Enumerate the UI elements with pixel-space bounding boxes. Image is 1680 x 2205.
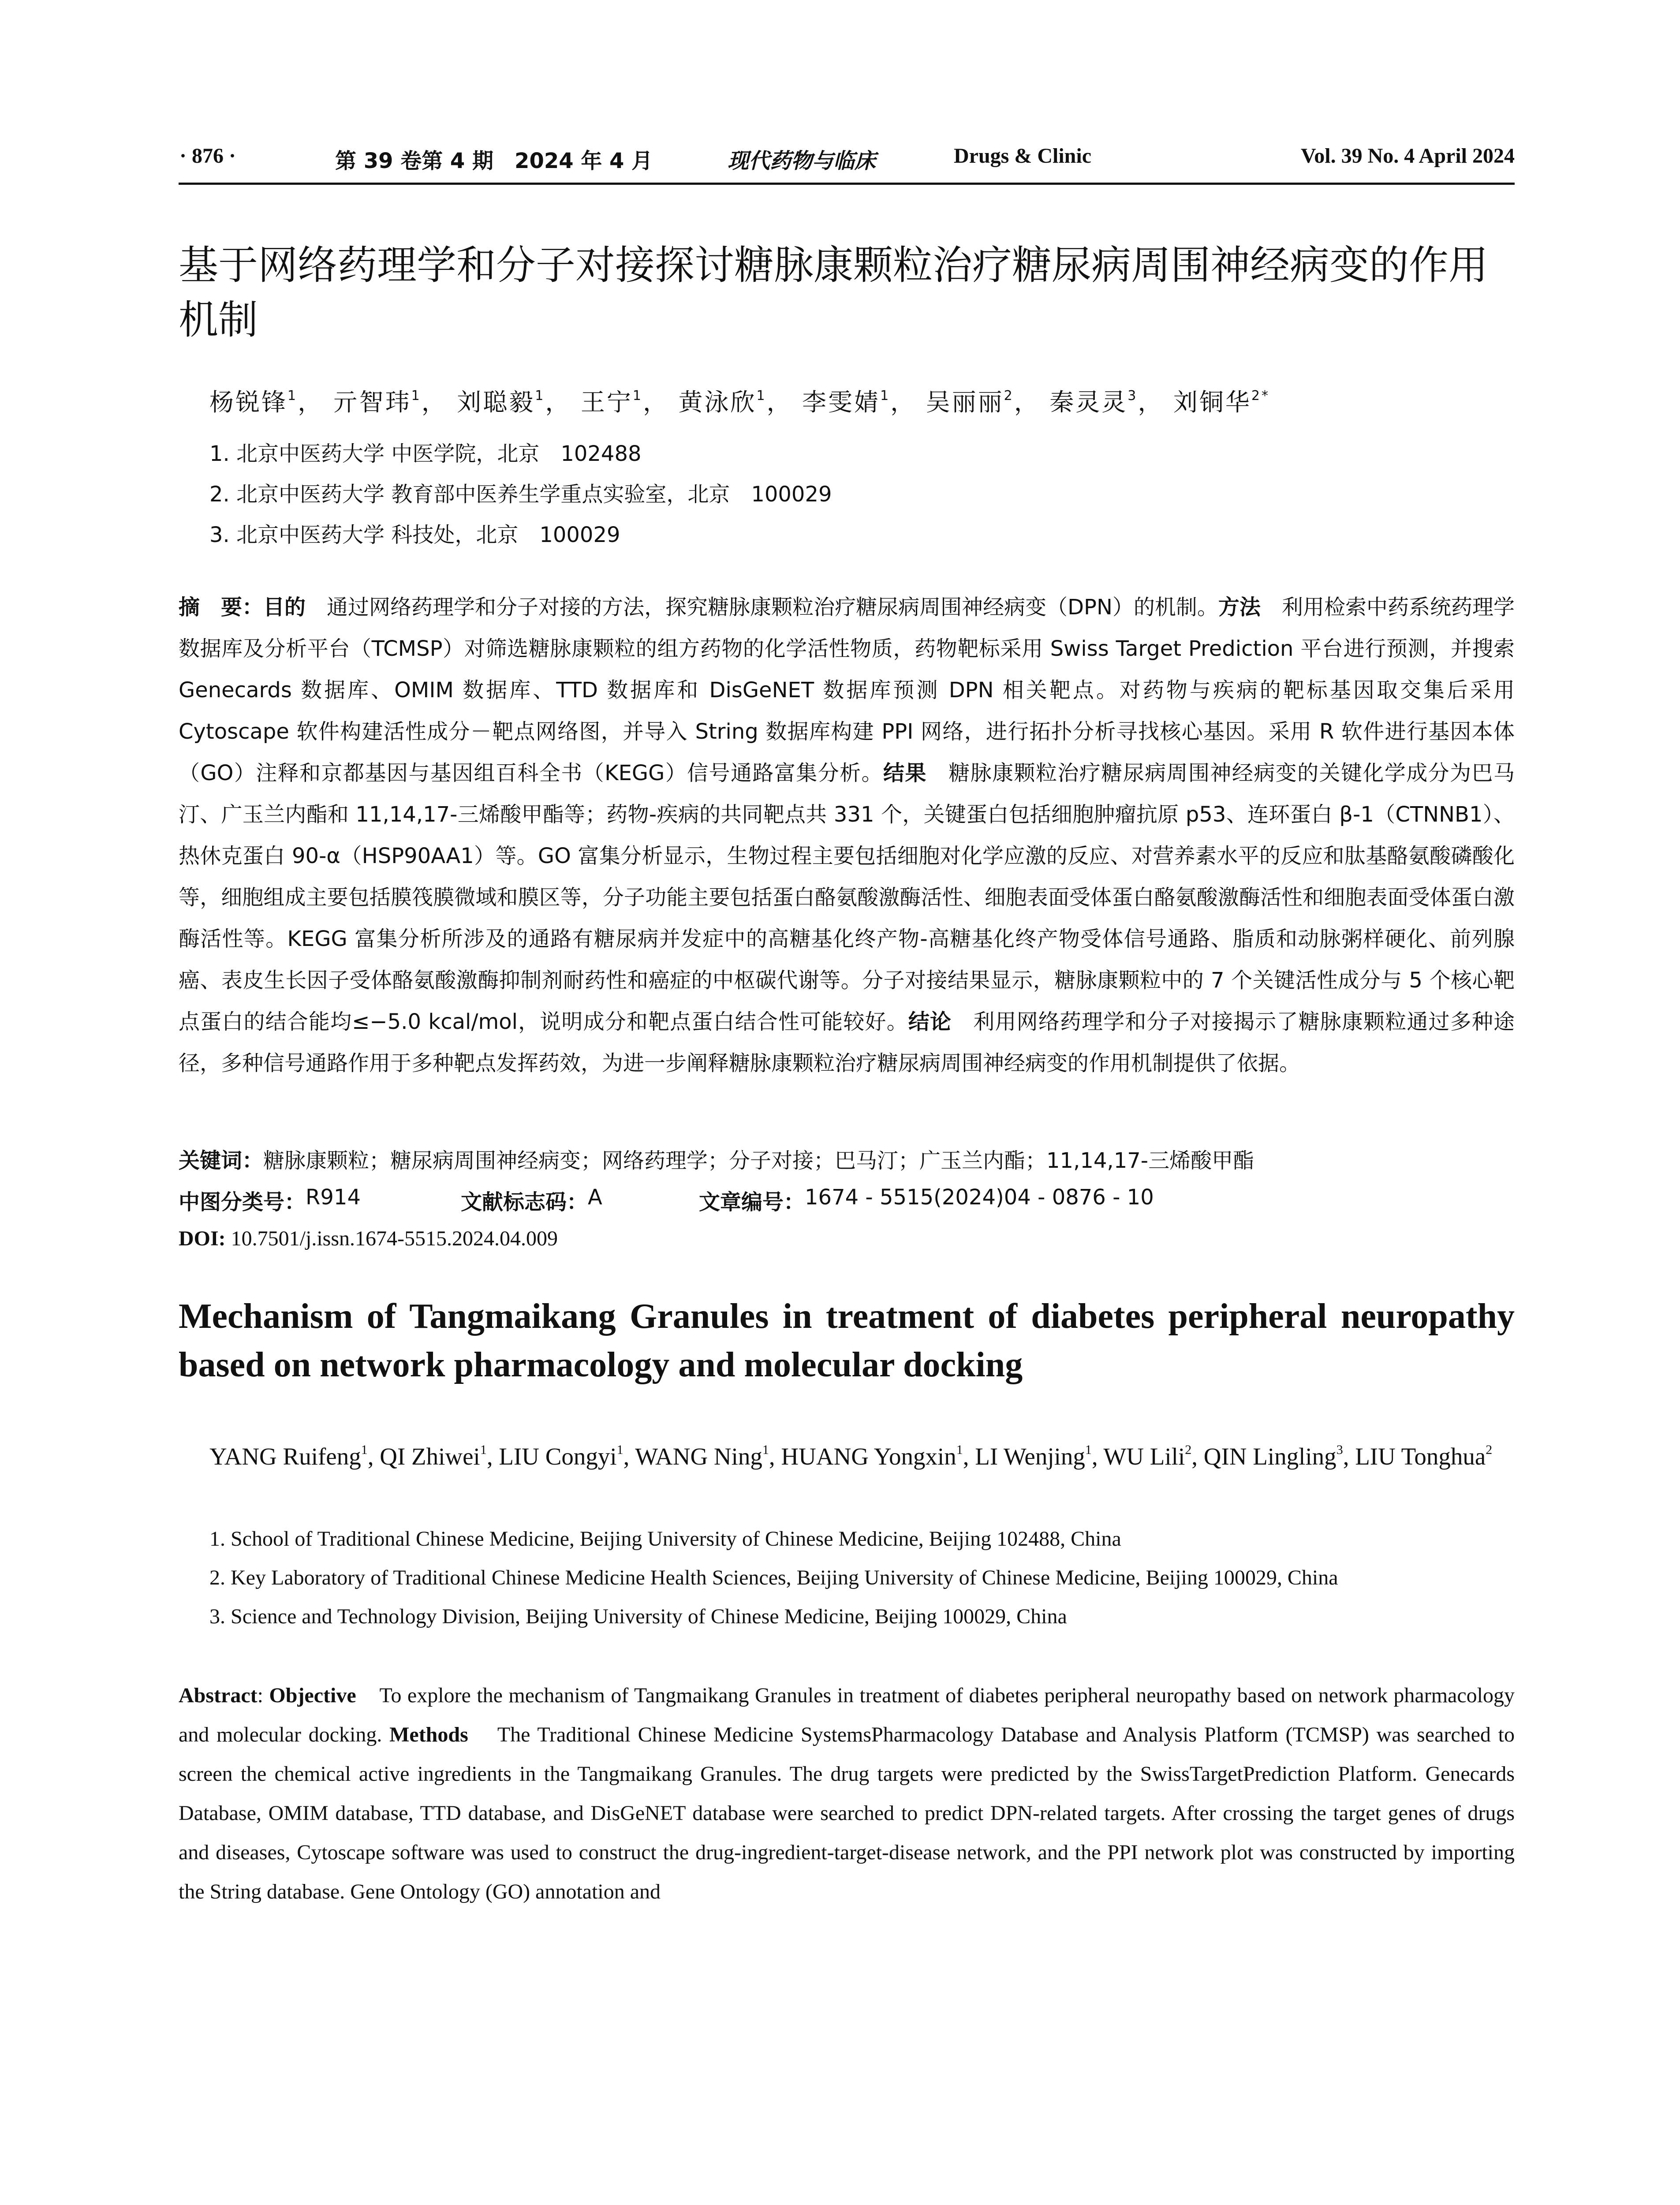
results-cn: 糖脉康颗粒治疗糖尿病周围神经病变的关键化学成分为巴马汀、广玉兰内酯和 11,14,17-三烯酸甲酯等；药物-疾病的共同靶点共 331 个，关键蛋白包括细胞肿瘤抗原 p53、连环蛋白 β-1（CTNNB1）、热休克蛋白 90-α（HSP90AA1）等。GO 富集分析显示，生物过程主要包括细胞对化学应激的反应、对营养素水平的反应和肽基酪氨酸磷酸化等，细胞组成主要包括膜筏膜微域和膜区等，分子功能主要包括蛋白酪氨酸激酶活性、细胞表面受体蛋白酪氨酸激酶活性和细胞表面受体蛋白激酶活性等。KEGG 富集分析所涉及的通路有糖尿病并发症中的高糖基化终产物-高糖基化终产物受体信号通路、脂质和动脉粥样硬化、前列腺癌、表皮生长因子受体酪氨酸激酶抑制剂耐药性和癌症的中枢碳代谢等。分子对接结果显示，糖脉康颗粒中的 7 个关键活性成分与 5 个核心靶点蛋白的结合能均≤−5.0 kcal/mol，说明成分和靶点蛋白结合性可能较好。 (179, 761, 1515, 1034)
author-cn: 吴丽丽$^2$， (926, 388, 1040, 416)
authors-cn (209, 383, 1270, 418)
methods-cn: 利用检索中药系统药理学数据库及分析平台（TCMSP）对筛选糖脉康颗粒的组方药物的化学活性物质，药物靶标采用 Swiss Target Prediction 平台进行预测，并搜索 Genecards 数据库、OMIM 数据库、TTD 数据库和 DisGeNET 数据库预测 DPN 相关靶点。对药物与疾病的靶标基因取交集后采用 Cytoscape 软件构建活性成分－靶点网络图，并导入 String 数据库构建 PPI 网络，进行拓扑分析寻找核心基因。采用 R 软件进行基因本体（GO）注释和京都基因与基因组百科全书（KEGG）信号通路富集分析。 (179, 595, 1515, 785)
title-en: Mechanism of Tangmaikang Granules in treatment of diabetes peripheral neuropathy based on network pharmacology and molecular docking (179, 1297, 1515, 1384)
methods-label-cn: 方法 (1218, 595, 1261, 620)
objective-label-cn: 目的 (263, 595, 306, 620)
abstract-label-cn: 摘 要： (179, 595, 264, 620)
affiliation-cn-1: 1. 北京中医药大学 中医学院，北京 102488 (209, 441, 642, 466)
conclusion-cn: 利用网络药理学和分子对接揭示了糖脉康颗粒通过多种途径，多种信号通路作用于多种靶点发挥药效，为进一步阐释糖脉康颗粒治疗糖尿病周围神经病变的作用机制提供了依据。 (179, 1009, 1515, 1076)
author-cn: 亓智玮$^1$， (333, 388, 448, 416)
author-cn: 黄泳欣$^1$， (678, 388, 793, 416)
author-cn: 王宁$^1$， (580, 388, 669, 416)
keywords-label-cn: 关键词： (179, 1148, 264, 1173)
affiliation-en-2: 2. Key Laboratory of Traditional Chinese Medicine Health Sciences, Beijing University of Chinese Medicine, Beijing 100029, China (209, 1566, 1338, 1589)
journal-name-en: Drugs & Clinic (954, 144, 1091, 168)
conclusion-label-cn: 结论 (908, 1009, 952, 1034)
objective-label-en: Objective (269, 1684, 356, 1707)
results-label-cn: 结果 (883, 761, 927, 785)
keywords-text-cn: 糖脉康颗粒；糖尿病周围神经病变；网络药理学；分子对接；巴马汀；广玉兰内酯；11,14,17-三烯酸甲酯 (263, 1148, 1254, 1173)
abstract-en: Abstract: Objective To explore the mechanism of Tangmaikang Granules in treatment of diabetes peripheral neuropathy based on network pharmacology and molecular docking. Methods The Traditional Chinese Medicine SystemsPharmacology Database and Analysis Platform (TCMSP) was searched to screen the chemical active ingredients in the Tangmaikang Granules. The drug targets were predicted by the SwissTargetPrediction Platform. Genecards Database, OMIM database, TTD database, and DisGeNET database were searched to predict DPN-related targets. After crossing the target genes of drugs and diseases, Cytoscape software was used to construct the drug-ingredient-target-disease network, and the PPI network plot was constructed by importing the String database. Gene Ontology (GO) annotation and (179, 1684, 1515, 1903)
author-cn: 刘铜华$^{2*}$ (1173, 388, 1270, 416)
article-number: 文章编号： 1674 - 5515(2024)04 - 0876 - 10 (699, 1185, 1154, 1215)
methods-en: The Traditional Chinese Medicine SystemsPharmacology Database and Analysis Platform (TCMSP) was searched to screen the chemical active ingredients in the Tangmaikang Granules. The drug targets were predicted by the SwissTargetPrediction Platform. Genecards Database, OMIM database, TTD database, and DisGeNET database were searched to predict DPN-related targets. After crossing the target genes of drugs and diseases, Cytoscape software was used to construct the drug-ingredient-target-disease network, and the PPI network plot was constructed by importing the String database. Gene Ontology (GO) annotation and (179, 1723, 1515, 1903)
author-cn: 杨锐锋$^1$， (209, 388, 324, 416)
methods-label-en: Methods (389, 1723, 468, 1746)
volume-cn: 第 39 卷第 4 期 2024 年 4 月 (335, 149, 653, 173)
objective-cn: 通过网络药理学和分子对接的方法，探究糖脉康颗粒治疗糖尿病周围神经病变（DPN）的机制。 (327, 595, 1218, 620)
affiliation-en-3: 3. Science and Technology Division, Beijing University of Chinese Medicine, Beijing 100029, China (209, 1605, 1067, 1628)
authors-en: YANG Ruifeng$^1$, QI Zhiwei$^1$, LIU Congyi$^1$, WANG Ning$^1$, HUANG Yongxin$^1$, LI Wenjing$^1$, WU Lili$^2$, QIN Lingling$^3$, LIU Tonghua$^2$ (209, 1443, 1493, 1470)
affiliation-en-1: 1. School of Traditional Chinese Medicine, Beijing University of Chinese Medicine, Beijing 102488, China (209, 1527, 1121, 1551)
volume-en: Vol. 39 No. 4 April 2024 (1301, 144, 1515, 168)
author-cn: 秦灵灵$^3$， (1049, 388, 1164, 416)
journal-name-cn: 现代药物与临床 (728, 149, 876, 173)
document-code: 文献标志码： A (461, 1185, 602, 1215)
doi: DOI: 10.7501/j.issn.1674-5515.2024.04.009 (179, 1227, 558, 1250)
page-number: · 876 · (179, 144, 236, 168)
affiliation-cn-3: 3. 北京中医药大学 科技处，北京 100029 (209, 523, 620, 547)
running-header (179, 140, 1515, 185)
author-cn: 李雯婧$^1$， (802, 388, 917, 416)
objective-en: To explore the mechanism of Tangmaikang Granules in treatment of diabetes peripheral neuropathy based on network pharmacology and molecular docking. (179, 1684, 1515, 1746)
clc-number: 中图分类号： R914 (179, 1185, 361, 1215)
affiliation-cn-2: 2. 北京中医药大学 教育部中医养生学重点实验室，北京 100029 (209, 482, 832, 507)
title-cn: 基于网络药理学和分子对接探讨糖脉康颗粒治疗糖尿病周围神经病变的作用机制 (179, 242, 1488, 343)
abstract-label-en: Abstract (179, 1684, 258, 1707)
author-cn: 刘聪毅$^1$， (457, 388, 571, 416)
keywords-cn (179, 1144, 1515, 1174)
abstract-cn (179, 587, 1515, 1084)
